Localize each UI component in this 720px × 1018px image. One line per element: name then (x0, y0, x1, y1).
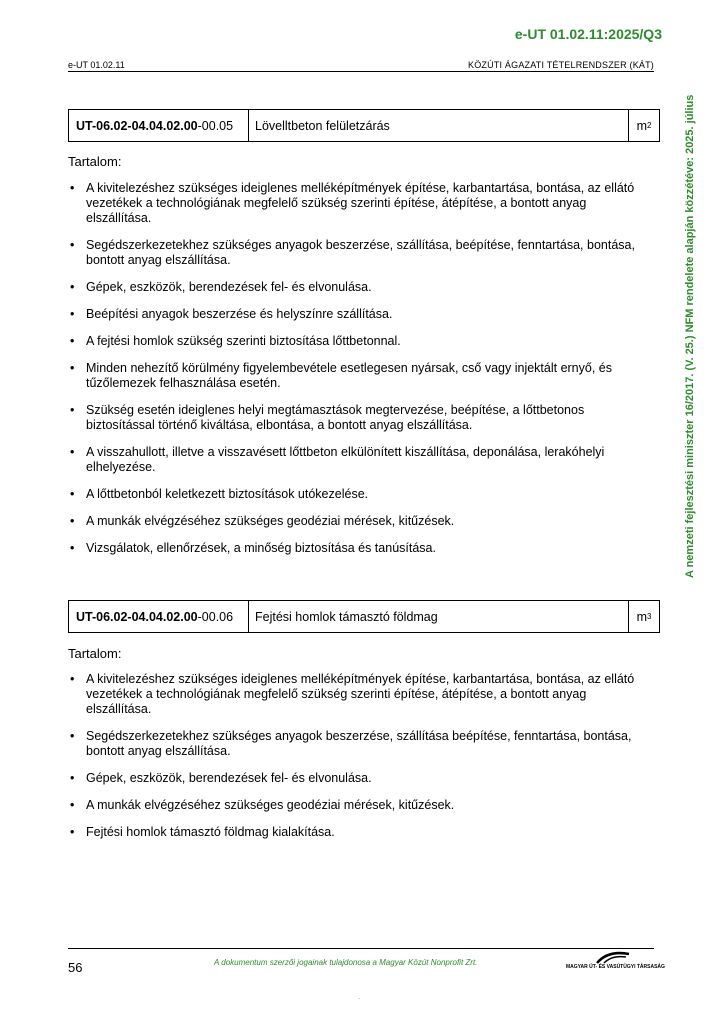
item-title: Lövelltbeton felületzárás (249, 110, 629, 141)
organization-logo (566, 950, 665, 972)
unit-exponent: 3 (646, 612, 652, 621)
content-bullet-item: • Szükség esetén ideiglenes helyi megtámasztások megtervezése, beépítése, a lőttbetonos biztosítással történő kiváltása, elbontása, a bontott anyag elszállítása. (68, 403, 648, 433)
item-code-suffix: -00.05 (197, 118, 234, 133)
page-number: 56 (68, 960, 83, 975)
content-bullet-item: • A fejtési homlok szükség szerinti biztosítása lőttbetonnal. (68, 334, 648, 349)
document-code: e-UT 01.02.11:2025/Q3 (514, 26, 662, 42)
content-bullet-item: • Minden nehezítő körülmény figyelembevétele esetlegesen nyársak, cső vagy injektált ernyő, és tűzőlemezek felhasználása esetén. (68, 361, 648, 391)
item-unit (629, 110, 659, 141)
road-arch-logo-icon (596, 950, 630, 964)
footer-divider (68, 948, 654, 949)
content-bullet-item: • Fejtési homlok támasztó földmag kialakítása. (68, 825, 648, 840)
content-bullet-item: • Segédszerkezetekhez szükséges anyagok beszerzése, szállítása, beépítése, fenntartása, bontása, bontott anyag elszállítása. (68, 238, 648, 268)
item-title: Fejtési homlok támasztó földmag (249, 601, 629, 632)
content-bullet-item: • Gépek, eszközök, berendezések fel- és elvonulása. (68, 771, 648, 786)
item-code-main: UT-06.02-04.04.02.00 (76, 609, 198, 624)
content-bullet-list (68, 672, 648, 852)
content-bullet-item: • A lőttbetonból keletkezett biztosítások utókezelése. (68, 487, 648, 502)
item-code-main: UT-06.02-04.04.02.00 (76, 118, 198, 133)
page-mark: . (358, 992, 361, 1001)
content-bullet-item: • A kivitelezéshez szükséges ideiglenes melléképítmények építése, karbantartása, bontása, az ellátó vezetékek a technológiának megfelelő szükség szerinti építése, átépítése, a bontott anyag elszállítása. (68, 672, 648, 717)
unit-exponent: 2 (646, 121, 652, 130)
content-bullet-item: • Segédszerkezetekhez szükséges anyagok beszerzése, szállítása beépítése, fenntartása, bontása, bontott anyag elszállítása. (68, 729, 648, 759)
content-bullet-item: • A kivitelezéshez szükséges ideiglenes melléképítmények építése, karbantartása, bontása, az ellátó vezetékek a technológiának megfelelő szükség szerinti építése, átépítése, a bontott anyag elszállítása. (68, 181, 648, 226)
copyright-notice: A dokumentum szerzői jogainak tulajdonosa a Magyar Közút Nonprofit Zrt. (214, 958, 478, 967)
item-unit (629, 601, 659, 632)
content-bullet-item: • Beépítési anyagok beszerzése és helyszínre szállítása. (68, 307, 648, 322)
header-right: KÖZÚTI ÁGAZATI TÉTELRENDSZER (KÁT) (468, 60, 654, 70)
content-bullet-item: • A munkák elvégzéséhez szükséges geodéziai mérések, kitűzések. (68, 514, 648, 529)
header-left: e-UT 01.02.11 (68, 60, 125, 70)
content-bullet-item: • A visszahullott, illetve a visszavésett lőttbeton elkülönített kiszállítása, deponálása, lerakóhelyi elhelyezése. (68, 445, 648, 475)
content-bullet-list (68, 181, 648, 568)
item-header-table (68, 600, 660, 633)
content-bullet-item: • Vizsgálatok, ellenőrzések, a minőség biztosítása és tanúsítása. (68, 541, 648, 556)
item-code-suffix: -00.06 (197, 609, 234, 624)
item-code (69, 601, 249, 632)
side-publication-note: A nemzeti fejlesztési miniszter 16/2017. (V. 25.) NFM rendelete alapján közzétéve: 2025. július (684, 95, 696, 579)
content-label: Tartalom: (68, 154, 122, 169)
header-divider (68, 71, 654, 72)
unit-base: m (636, 118, 647, 133)
content-bullet-item: • A munkák elvégzéséhez szükséges geodéziai mérések, kitűzések. (68, 798, 648, 813)
item-code (69, 110, 249, 141)
content-bullet-item: • Gépek, eszközök, berendezések fel- és elvonulása. (68, 280, 648, 295)
content-label: Tartalom: (68, 646, 122, 661)
logo-text: MAGYAR ÚT- ÉS VASÚTÜGYI TÁRSASÁG (566, 964, 665, 970)
unit-base: m (636, 609, 647, 624)
item-header-table (68, 109, 660, 142)
